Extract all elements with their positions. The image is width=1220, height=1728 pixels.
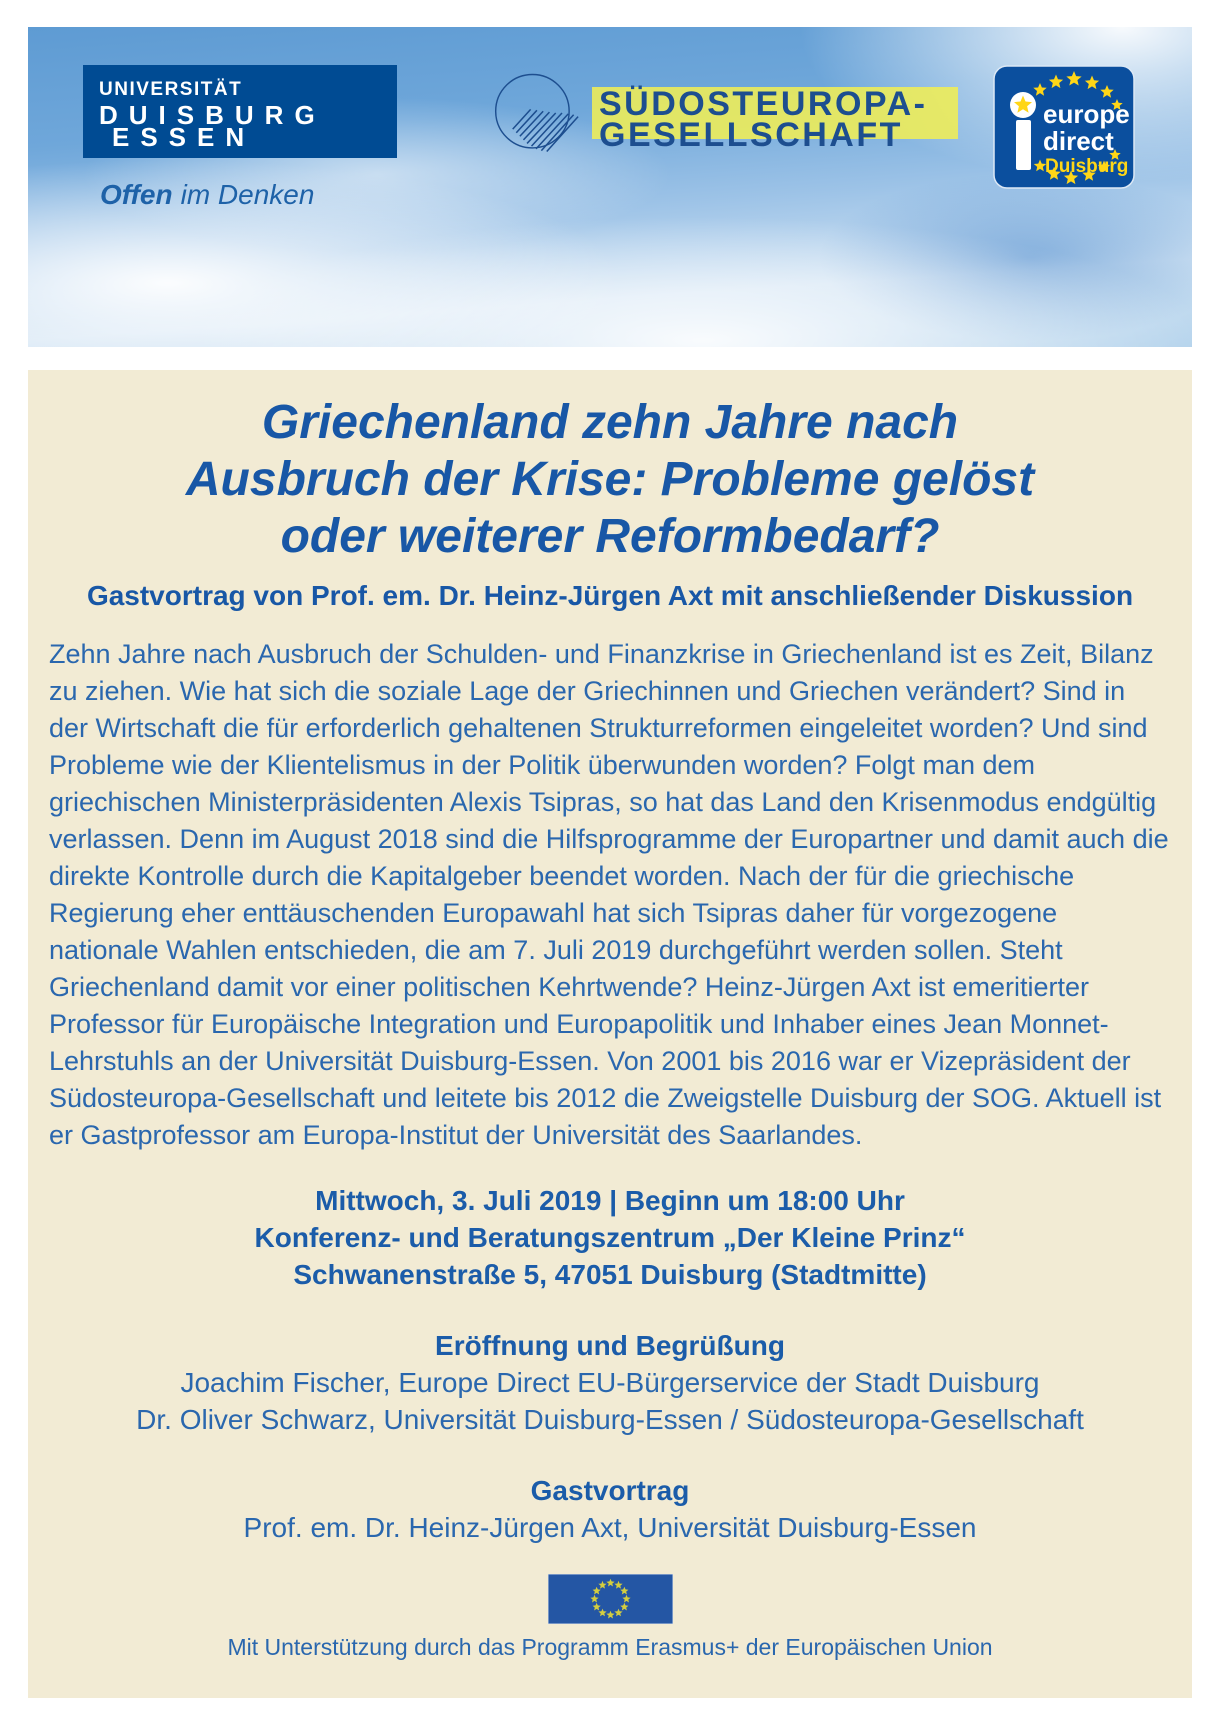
body-paragraph: Zehn Jahre nach Ausbruch der Schulden- und Finanzkrise in Griechenland ist es Zeit, Bilanz zu ziehen. Wie hat sich die soziale Lage der Griechinnen und Griechen verändert? Sind in der Wirtschaft die für erforderlich gehaltenen Strukturreformen eingeleitet worden? Und sind Probleme wie der Klientelismus in der Politik überwunden worden? Folgt man dem griechischen Ministerpräsidenten Alexis Tsipras, so hat das Land den Krisenmodus endgültig verlassen. Denn im August 2018 sind die Hilfsprogramme der Europartner und damit auch die direkte Kontrolle durch die Kapitalgeber beendet worden. Nach der für die griechische Regierung eher enttäuschenden Europawahl hat sich Tsipras daher für vorgezogene nationale Wahlen entschieden, die am 7. Juli 2019 durchgeführt werden sollen. Steht Griechenland damit vor einer politischen Kehrtwende? Heinz-Jürgen Axt ist emeritierter Professor für Europäische Integration und Europapolitik und Inhaber eines Jean Monnet-Lehrstuhls an der Universität Duisburg-Essen. Von 2001 bis 2016 war er Vizepräsident der Südosteuropa-Gesellschaft und leitete bis 2012 die Zweigstelle Duisburg der SOG. Aktuell ist er Gastprofessor am Europa-Institut der Universität des Saarlandes. <box>49 639 1169 1150</box>
lecture-heading: Gastvortrag <box>530 1475 690 1506</box>
ed-line-duisburg: Duisburg <box>1045 156 1129 177</box>
eu-flag-icon <box>548 1574 673 1624</box>
event-address: Schwanenstraße 5, 47051 Duisburg (Stadtmitte) <box>293 1259 927 1290</box>
eu-flag-wrap <box>49 1574 1171 1629</box>
page-title-line-2: Ausbruch der Krise: Probleme gelöst <box>185 453 1035 506</box>
footer-caption: Mit Unterstützung durch das Programm Erasmus+ der Europäischen Union <box>227 1634 993 1660</box>
page-title-line-1: Griechenland zehn Jahre nach <box>261 396 959 449</box>
ed-line-europe: europe <box>1043 99 1130 129</box>
sky-photo-banner <box>28 27 1192 347</box>
opening-speaker-2: Dr. Oliver Schwarz, Universität Duisburg-Essen / Südosteuropa-Gesellschaft <box>136 1404 1084 1435</box>
europe-direct-duisburg-logo <box>993 65 1135 189</box>
event-date-time: Mittwoch, 3. Juli 2019 | Beginn um 18:00 Uhr <box>315 1185 905 1216</box>
university-duisburg-essen-logo <box>83 65 397 158</box>
sog-line-gesellschaft: GESELLSCHAFT <box>599 116 903 154</box>
content-panel <box>28 370 1192 1698</box>
event-details <box>49 1182 1171 1293</box>
ude-logo-line-universitaet: UNIVERSITÄT <box>99 79 243 100</box>
ed-info-stem <box>1016 120 1031 170</box>
sog-line-suedosteuropa: SÜDOSTEUROPA- <box>599 85 928 123</box>
suedosteuropa-gesellschaft-logo <box>493 67 993 197</box>
sog-circle-icon <box>493 67 579 159</box>
ude-tagline <box>100 179 314 211</box>
event-venue: Konferenz- und Beratungszentrum „Der Kleine Prinz“ <box>254 1222 966 1253</box>
opening-heading: Eröffnung und Begrüßung <box>435 1330 785 1361</box>
lecture-speaker: Prof. em. Dr. Heinz-Jürgen Axt, Universität Duisburg-Essen <box>243 1512 977 1543</box>
opening-speaker-1: Joachim Fischer, Europe Direct EU-Bürgerservice der Stadt Duisburg <box>180 1367 1040 1398</box>
subtitle: Gastvortrag von Prof. em. Dr. Heinz-Jürgen Axt mit anschließender Diskussion <box>86 580 1134 611</box>
ude-logo-line-essen: ESSEN <box>112 122 256 152</box>
ude-tagline-bold: Offen <box>100 179 173 210</box>
ude-tagline-rest: im Denken <box>180 179 315 210</box>
sog-wordmark <box>599 85 928 154</box>
ed-line-direct: direct <box>1043 126 1114 156</box>
ude-logo-line-duisburg: DUISBURG <box>99 100 326 130</box>
page-title-line-3: oder weiterer Reformbedarf? <box>280 510 940 563</box>
